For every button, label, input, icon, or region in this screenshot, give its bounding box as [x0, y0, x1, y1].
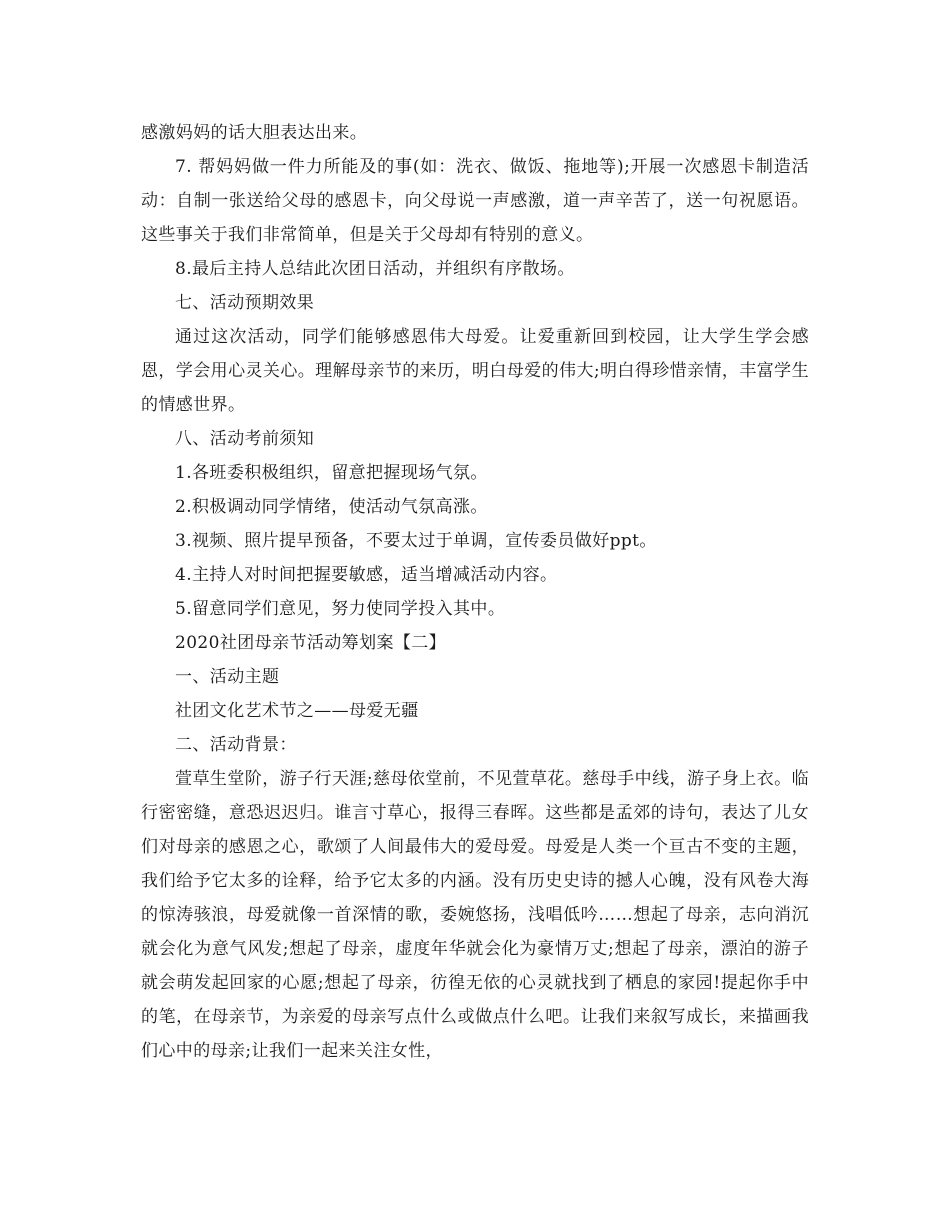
- paragraph-theme: 社团文化艺术节之——母爱无疆: [175, 701, 419, 721]
- plan-two-title: 2020社团母亲节活动筹划案【二】: [175, 633, 447, 653]
- section-heading-background: 二、活动背景：: [175, 735, 297, 755]
- note-item-4: 4.主持人对时间把握要敏感，适当增减活动内容。: [175, 565, 558, 585]
- note-item-3: 3.视频、照片提早预备，不要太过于单调，宣传委员做好ppt。: [175, 531, 657, 551]
- section-heading-notes: 八、活动考前须知: [175, 429, 315, 449]
- paragraph-item-8: 8.最后主持人总结此次团日活动，并组织有序散场。: [175, 259, 575, 279]
- paragraph-continuation: 感激妈妈的话大胆表达出来。: [141, 123, 368, 143]
- document-body: [141, 116, 809, 1068]
- note-item-5: 5.留意同学们意见，努力使同学投入其中。: [175, 599, 506, 619]
- section-heading-theme: 一、活动主题: [175, 667, 280, 687]
- section-heading-expected-effect: 七、活动预期效果: [175, 293, 315, 313]
- paragraph-background: 萱草生堂阶，游子行天涯;慈母依堂前，不见萱草花。慈母手中线，游子身上衣。临行密密缝，意恐迟迟归。谁言寸草心，报得三春晖。这些都是孟郊的诗句，表达了儿女们对母亲的感恩之心，歌颂了人间最伟大的爱母爱。母爱是人类一个亘古不变的主题，我们给予它太多的诠释，给予它太多的内涵。没有历史史诗的撼人心魄，没有风卷大海的惊涛骇浪，母爱就像一首深情的歌，委婉悠扬，浅唱低吟……想起了母亲，志向消沉就会化为意气风发;想起了母亲，虚度年华就会化为豪情万丈;想起了母亲，漂泊的游子就会萌发起回家的心愿;想起了母亲，彷徨无依的心灵就找到了栖息的家园!提起你手中的笔，在母亲节，为亲爱的母亲写点什么或做点什么吧。让我们来叙写成长，来描画我们心中的母亲;让我们一起来关注女性，: [141, 769, 809, 1061]
- note-item-2: 2.积极调动同学情绪，使活动气氛高涨。: [175, 497, 488, 517]
- paragraph-expected-effect: 通过这次活动，同学们能够感恩伟大母爱。让爱重新回到校园，让大学生学会感恩，学会用心灵关心。理解母亲节的来历，明白母爱的伟大;明白得珍惜亲情，丰富学生的情感世界。: [141, 327, 809, 415]
- paragraph-item-7: 7. 帮妈妈做一件力所能及的事(如：洗衣、做饭、拖地等);开展一次感恩卡制造活动：自制一张送给父母的感恩卡，向父母说一声感激，道一声辛苦了，送一句祝愿语。这些事关于我们非常简单，但是关于父母却有特别的意义。: [141, 157, 809, 245]
- note-item-1: 1.各班委积极组织，留意把握现场气氛。: [175, 463, 488, 483]
